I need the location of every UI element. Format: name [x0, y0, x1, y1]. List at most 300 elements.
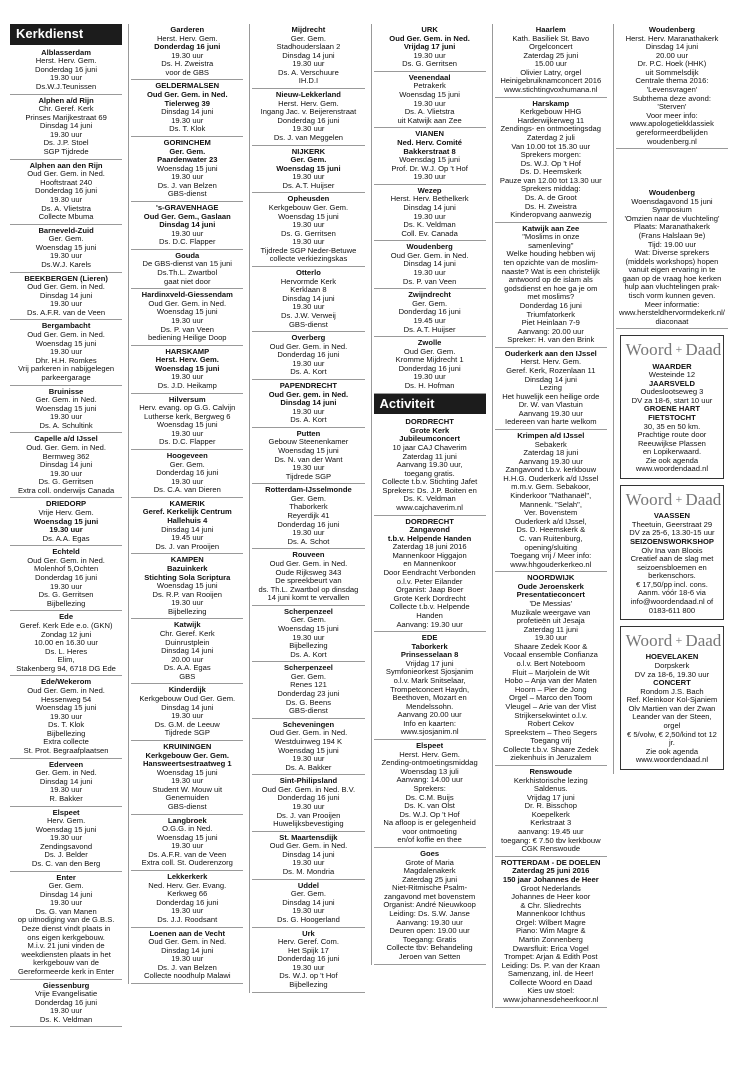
listing-line: Ds.Th.L. Zwartbol — [157, 268, 218, 278]
listing-title: Elspeet — [52, 807, 80, 817]
listing-line: bediening Heilige Doop — [147, 333, 227, 343]
listing-line: C. van Ruitenburg, — [519, 533, 583, 543]
listing-line: Grote Kerk — [409, 425, 450, 435]
listing-title: Katwijk aan Zee — [522, 223, 580, 233]
listing-line: 19.30 uur — [50, 1006, 83, 1016]
listing-line: Na afloop is er gelegenheid — [383, 818, 476, 828]
listing-line: 19.30 uur — [50, 299, 83, 309]
listing-line: samenleving" — [528, 240, 574, 250]
ad-line: GROENE HART FIETSTOCHT — [643, 404, 700, 423]
listing-title: Lekkerkerk — [167, 872, 208, 882]
listing-entry — [252, 928, 364, 993]
listing-line: Donderdag 16 juni — [35, 997, 98, 1007]
listing-line: Grote of Maria — [405, 857, 454, 867]
listing-line: Ger. Gem. — [290, 493, 326, 503]
listing-line: Geref. Kerk Ede e.o. (GKN) — [19, 620, 113, 630]
listing-line: gaan op de vraag hoe kerken — [622, 273, 722, 283]
listing-entry — [374, 289, 486, 337]
listing-line: 'Sterven' — [657, 102, 687, 112]
listing-line: Woensdag 15 juni — [33, 516, 99, 526]
listing-entry — [131, 741, 243, 815]
listing-line: Ds. C.M. Buijs — [405, 792, 454, 802]
listing-line: 19.30 uur — [50, 412, 83, 422]
woord-en-daad-logo — [624, 490, 720, 509]
listing-line: Dr. P.C. Hoek (HHK) — [637, 59, 707, 69]
listing-entry — [374, 632, 486, 740]
listing-entry — [131, 346, 243, 394]
logo-plus: + — [675, 491, 683, 506]
listing-line: Ds. J.P. Stoel — [43, 138, 89, 148]
listing-line: voor de GBS — [165, 67, 209, 77]
listing-line: Woensdag 15 juni — [155, 363, 220, 373]
listing-line: Herst. Herv. Gem. — [156, 33, 218, 43]
listing-line: Dinsdag 14 juni — [282, 293, 335, 303]
listing-line: Ds. D. Heemskerk & — [516, 525, 586, 535]
listing-line: Koepelkerk — [531, 809, 570, 819]
listing-line: 19.30 uur — [413, 268, 446, 278]
listing-line: Woensdagavond 15 juni — [631, 196, 713, 206]
listing-line: IH.D.I — [298, 76, 319, 86]
listing-line: Ds. W.J. Op 't Hof — [520, 158, 581, 168]
listing-title: NOORDWIJK — [527, 573, 575, 583]
listing-line: 19.30 uur — [171, 315, 204, 325]
listing-entry — [131, 250, 243, 289]
listing-entry — [252, 484, 364, 549]
listing-entry — [10, 433, 122, 498]
listing-line: Dinsdag 14 juni — [39, 889, 93, 899]
ad-line: Oudeslootseweg 3 — [640, 387, 704, 397]
ad-line: Rondom J.S. Bach — [640, 686, 704, 696]
listing-line: Kerkhistorische lezing — [513, 775, 588, 785]
listing-line: Magdalenakerk — [403, 866, 456, 876]
listing-line: De spreekbeurt van — [275, 576, 342, 586]
listing-line: Ds. P. van Veen — [402, 276, 457, 286]
listing-line: Robert Cekov — [527, 719, 574, 729]
listing-line: Trompetconcert Haydn, — [390, 684, 470, 694]
listing-line: Woensdag 13 juli — [400, 766, 459, 776]
listing-line: Grote Kerk Dordrecht — [393, 593, 466, 603]
listing-line: 19.45 uur — [413, 315, 446, 325]
listing-entry — [131, 24, 243, 80]
logo-daad: Daad — [685, 631, 722, 651]
listing-line: Oud Ger. Gem. in Ned. — [27, 686, 105, 695]
listing-line: www.hersteldhervormdekerk.nl/ — [618, 308, 725, 318]
listing-line: Het huwelijk een heilige orde — [502, 391, 600, 401]
listing-line: Meer informatie: — [644, 299, 700, 309]
listing-title: Ede/Wekerom — [41, 677, 92, 687]
listing-title: BEEKBERGEN (Lieren) — [24, 273, 108, 283]
listing-line: Strijkersekwintet o.l.v. — [514, 710, 588, 720]
listing-entry — [252, 880, 364, 928]
listing-line: Ds.W.J.Teunissen — [35, 82, 97, 91]
listing-line: Vrij parkeren in nabijgelegen — [18, 364, 115, 374]
listing-line: 'Levensvragen' — [646, 85, 698, 95]
listing-line: Deze dienst vindt plaats in — [21, 924, 111, 934]
listing-line: Ds. G. Gerritsen — [402, 59, 458, 69]
listing-line: Ds. W.J. op 't Hof — [279, 971, 338, 981]
listing-line: Woensdag 15 juni — [156, 307, 218, 317]
listing-line: 'De Messias' — [529, 599, 573, 608]
listing-line: Herst. Herv. Bethelkerk — [390, 194, 469, 204]
listing-line: Ds. C.A. van Dieren — [153, 485, 221, 495]
listing-title: Goes — [420, 848, 440, 858]
listing-line: 19.30 uur — [292, 754, 325, 764]
listing-line: Groot Nederlands — [520, 883, 581, 893]
listing-line: Vrijdag 17 juni — [403, 42, 456, 52]
listing-line: Oud Ger. Gem. in Ned. — [269, 558, 348, 568]
listing-line: Ger. Gem. — [48, 881, 84, 891]
listing-line: gaat niet door — [164, 276, 211, 286]
advertisement — [620, 626, 724, 770]
listing-line: Dinsdag 14 juni — [403, 259, 456, 269]
listing-entry — [374, 337, 486, 393]
section-header-activiteit: Activiteit — [374, 394, 486, 415]
listing-line: Ds. A.T. Huijser — [403, 324, 456, 334]
listing-line: www.stichtingvoxhumana.nl — [504, 85, 598, 95]
listing-line: Chr. Geref. Kerk — [38, 104, 94, 114]
listing-line: Ds. J. Belder — [44, 850, 88, 860]
ad-title: HOEVELAKEN — [645, 652, 699, 662]
listing-line: Prinsesselaan 8 — [400, 650, 459, 660]
listing-line: Hallehuis 4 — [167, 516, 208, 526]
listing-line: Subthema deze avond: — [632, 93, 711, 103]
listing-line: Heinigebruiknamconcert 2016 — [500, 76, 602, 86]
advertisement — [620, 485, 724, 620]
listing-line: Extra coll. onderwijs Canada — [17, 485, 115, 495]
listing-line: Oud Ger. Gem. in Ned. — [27, 555, 105, 565]
listing-line: Woensdag 15 juni — [278, 446, 339, 456]
listing-line: Ouderkerk a/d IJssel, — [514, 516, 587, 526]
ad-line: www.woordendaad.nl — [635, 464, 709, 474]
listing-line: Donderdag 16 juni — [277, 954, 340, 964]
listing-line: R. Bakker — [49, 793, 83, 803]
listing-line: Triumfatorkerk — [526, 309, 576, 319]
listing-entry — [495, 572, 607, 766]
listing-entry — [495, 857, 607, 1008]
listing-title: Rouveen — [292, 550, 325, 560]
listing-line: Herv. evang. op G.G. Calvijn — [139, 403, 236, 413]
listing-line: Dinsdag 14 juni — [39, 290, 93, 300]
listing-entry — [374, 516, 486, 633]
listing-title: Enter — [56, 872, 76, 882]
listing-line: Iedereen van harte welkom — [504, 417, 597, 427]
listing-line: Dinsdag 14 juni — [159, 220, 216, 230]
listing-line: Bijbellezing — [46, 598, 86, 608]
listing-line: 19.30 uur — [413, 50, 446, 60]
listing-entry — [616, 187, 728, 329]
listing-line: Bakkerstraat 8 — [403, 146, 456, 156]
listing-line: Zaterdag 11 juni — [523, 624, 578, 634]
listing-line: 19.30 uur — [171, 598, 204, 608]
ad-line: Ref. Kleinkoor Kol-Sjaniem — [626, 695, 718, 705]
listing-line: Woensdag 15 juni — [278, 624, 339, 633]
listing-title: Krimpen a/d IJssel — [517, 431, 585, 441]
listing-line: Kromme Mijdrecht 1 — [395, 355, 464, 365]
listing-line: Woensdag 15 juni — [35, 703, 97, 713]
listing-title: Elspeet — [416, 741, 444, 751]
ad-line: DV za 25-6, 13.30-15 uur — [629, 528, 715, 538]
listing-entry — [10, 546, 122, 611]
listing-line: Donderdag 16 juni — [156, 468, 219, 478]
ad-line: DV za 18-6, 19.30 uur — [634, 669, 710, 679]
listing-title: Capelle a/d IJssel — [34, 434, 98, 444]
listing-line: Oud Ger. Gem., Gaslaan — [143, 211, 231, 221]
listing-line: 19.30 uur — [292, 172, 325, 182]
listing-line: 19.30 uur — [534, 633, 567, 643]
listing-line: Orgel: Wilbert Magre — [515, 917, 586, 927]
listing-line: Vrijdag 17 juni — [526, 792, 575, 802]
listing-line: Sprekers: Ds. J.P. Boiten en — [382, 485, 477, 495]
listing-line: 10 jaar CAJ Chaverim — [392, 442, 467, 452]
listing-line: Niet-Ritmische Psalm- — [392, 883, 468, 893]
listing-line: GBS-dienst — [167, 801, 207, 811]
listing-line: 10.00 en 16.30 uur — [34, 638, 98, 648]
listing-line: Mendelssohn. — [405, 701, 454, 711]
listing-title: DORDRECHT — [405, 417, 454, 427]
column-6 — [613, 24, 730, 774]
listing-line: parkeergarage — [41, 372, 91, 382]
listing-entry — [252, 428, 364, 484]
listing-title: Katwijk — [173, 620, 201, 630]
listing-line: Ned. Herv. Ger. Evang. — [148, 880, 227, 890]
listing-line: Oud Ger. Gem. in Ned. — [27, 330, 105, 340]
listing-line: www.cajchaverim.nl — [396, 503, 463, 513]
listing-line: Ds. N. van der Want — [274, 454, 343, 464]
listing-line: 19.30 uur — [171, 841, 204, 851]
listing-title: Kinderdijk — [168, 685, 206, 695]
listing-title: St. Maartensdijk — [279, 832, 338, 842]
listing-line: voor ontmoeting — [402, 826, 457, 836]
listing-line: 14 juni komt te vervallen — [267, 593, 350, 603]
listing-line: Dinsdag 14 juni — [39, 776, 93, 786]
listing-title: Hoogeveen — [166, 451, 208, 461]
listing-title: KAMPEN — [170, 555, 204, 565]
listing-line: Donderdag 16 juni — [35, 64, 98, 74]
listing-line: kerkgebouw van de — [33, 958, 100, 968]
listing-line: SGP Tijdrede — [43, 147, 89, 157]
listing-line: Donderdag 16 juni — [277, 793, 340, 803]
listing-entry — [252, 775, 364, 831]
listing-line: Wat: Diverse sprekers — [634, 248, 710, 258]
listing-line: 19.30 uur — [292, 463, 325, 473]
listing-line: Saldenus. — [533, 784, 568, 794]
listing-line: Donderdag 16 juni — [277, 350, 340, 360]
woord-en-daad-logo — [624, 340, 720, 359]
listing-line: Woensdag 15 juni — [399, 155, 460, 165]
listing-line: Aanvang 19.30 uur, — [396, 460, 463, 470]
listing-title: Garderen — [170, 25, 205, 34]
listing-line: Kerkgebouw Oud Ger. Gem. — [139, 694, 236, 704]
listing-line: Leiding: Ds. S.W. Janse — [389, 909, 470, 919]
listing-line: Bijbellezing — [289, 979, 328, 989]
ad-line: CONCERT — [653, 678, 691, 688]
listing-line: Sebakerk — [534, 439, 567, 449]
listing-line: Ver. Bovenstem — [524, 508, 578, 518]
listing-line: Student W. Mouw uit — [152, 784, 223, 794]
listing-line: Extra coll. St. Ouderenzorg — [141, 858, 233, 868]
listing-line: 19.30 uur — [171, 954, 204, 964]
listing-line: 19.30 uur — [171, 428, 204, 438]
listing-line: Zaterdag 2 juli — [526, 132, 575, 142]
listing-line: Thaborkerk — [289, 502, 328, 512]
listing-line: Ds. J. van Belzen — [157, 180, 217, 190]
listing-line: ons eigen kerkgebouw. — [27, 932, 105, 942]
listing-line: Zendingsavond — [40, 841, 93, 851]
listing-line: Martin Zonnenberg — [518, 934, 583, 944]
listing-line: H.H.G. Ouderkerk a/d IJssel — [503, 473, 599, 483]
listing-line: m.m.v. Gem. Sebakoor, — [511, 482, 591, 492]
listing-line: Mannenk. "Selah", — [519, 499, 582, 509]
listing-line: 19.30 uur — [171, 372, 204, 382]
listing-line: 15.00 uur — [534, 59, 567, 69]
listing-title: Nieuw-Lekkerland — [275, 90, 341, 100]
listing-line: Ds. D.C. Flapper — [158, 237, 216, 247]
listing-entry — [495, 98, 607, 223]
listing-line: Dr. R. Bisschop — [524, 801, 577, 811]
listing-line: 19.30 uur — [292, 237, 325, 247]
listing-entry — [252, 719, 364, 775]
listing-line: Zending-ontmoetingsmiddag — [381, 758, 478, 768]
listing-line: Ger. Gem. — [290, 671, 326, 681]
listing-line: Ds. A. de Groot — [524, 192, 577, 202]
listing-entry — [10, 160, 122, 225]
listing-line: Woensdag 15 juni — [278, 211, 339, 221]
listing-title: Ouderkerk aan den IJssel — [504, 348, 597, 358]
listing-line: Beethoven, Mozart en — [392, 693, 467, 703]
ad-line: Aanm. vóór 18-6 via — [637, 588, 706, 598]
listing-entry — [10, 676, 122, 758]
listing-title: Scherpenzeel — [283, 606, 333, 616]
ad-line: Olv Martien van der Zwan — [628, 703, 716, 713]
listing-title: Ede — [59, 612, 74, 622]
column-2 — [128, 24, 245, 984]
listing-line: Ds. A. Bakker — [285, 762, 332, 772]
ad-line: Leander van der Steen, orgel — [632, 712, 712, 731]
listing-line: Ger. Gem. — [290, 33, 326, 43]
listing-line: Oude Rijksweg 343 — [275, 567, 342, 577]
listing-line: Toegang vrij / Meer info: — [510, 551, 592, 561]
logo-word: Woord — [625, 340, 673, 360]
listing-line: Ds. A. Vlietstra — [41, 203, 91, 213]
ad-line: en Lopikerwaard. — [642, 447, 702, 457]
listing-line: Woensdag 15 juni — [278, 745, 339, 755]
ad-line: seizoensbloemen en — [637, 562, 707, 572]
listing-line: Extra collecte — [43, 737, 89, 747]
listing-line: Oud Ger. Gem. in Ned. B.V. — [261, 784, 356, 794]
listing-title: Giessenburg — [42, 980, 90, 990]
listing-line: Sprekers middag: — [521, 184, 581, 194]
listing-entry — [252, 146, 364, 194]
listing-line: 19.30 uur — [292, 906, 325, 916]
listing-line: Mannenkoor Ichthus — [516, 909, 586, 919]
listing-line: 19.30 uur — [50, 898, 83, 908]
listing-line: hulp aan vluchtelingen prak- — [624, 282, 720, 292]
listing-line: (middels workshops) hopen — [625, 256, 719, 266]
listing-line: 19.30 uur — [50, 129, 83, 139]
listing-title: Urk — [302, 928, 315, 938]
listing-line: www.hhgouderkerkeo.nl — [510, 559, 592, 569]
listing-line: Kerkgebouw Ger. Gem. — [268, 202, 349, 212]
listing-line: Herv. Gem. — [46, 816, 86, 826]
listing-line: Ds. G.M. de Leeuw — [154, 719, 220, 729]
listing-line: 19.30 uur — [171, 906, 204, 916]
listing-line: GBS-dienst — [289, 319, 328, 329]
listing-line: 19.30 uur — [292, 801, 325, 811]
listing-line: Coll. Ev. Canada — [401, 228, 458, 238]
listing-line: weekdiensten plaats in het — [21, 949, 111, 959]
listing-line: Shaare Zedek Koor & — [514, 641, 588, 651]
ad-line: Olv Ina van Bloois — [641, 545, 703, 555]
listing-line: Kerkweg 66 — [167, 889, 208, 899]
listing-title: Harskamp — [532, 98, 570, 108]
listing-title: 's-GRAVENHAGE — [156, 202, 219, 212]
listing-line: Hessenweg 54 — [40, 694, 92, 704]
listing-line: Dhr. H.H. Romkes — [35, 355, 97, 365]
listing-line: Hobo – Anja van der Maten — [504, 676, 597, 686]
listing-line: GBS-dienst — [167, 189, 207, 199]
listing-line: Donderdag 16 juni — [398, 363, 461, 373]
listing-line: & Chr. Sliedrechts — [520, 900, 582, 910]
listing-line: Organist: André Nieuwkoop — [383, 900, 476, 910]
listing-line: Ger. Gem. — [412, 298, 448, 308]
listing-line: Oud Ger. Gem. — [403, 346, 456, 356]
listing-line: Ger. Gem. — [48, 234, 84, 244]
listing-line: naaste? Wat is een christelijk — [501, 266, 600, 276]
listing-title: Uddel — [297, 880, 319, 890]
listing-title: Echteld — [52, 547, 80, 557]
listing-line: toegang: € 7.50 tbv kerkbouw — [500, 835, 601, 845]
listing-line: Donderdag 16 juni — [277, 115, 340, 125]
listing-entry — [10, 273, 122, 321]
listing-line: Donderdag 16 juni — [35, 186, 98, 196]
listing-line: 19.30 uur — [50, 468, 83, 478]
listing-entry — [131, 815, 243, 871]
listing-line: Donderdag 16 juni — [519, 300, 582, 310]
ad-line: Creatief aan de slag met — [630, 554, 714, 564]
listing-line: 19.30 uur — [292, 858, 325, 868]
listing-title: Woudenberg — [648, 25, 696, 34]
listing-title: Langbroek — [167, 815, 207, 825]
ad-line: Reeuwijkse Plassen — [637, 438, 706, 448]
listing-line: 20.00 uur — [171, 654, 204, 664]
column-5 — [492, 24, 609, 1008]
listing-line: 19.30 uur — [171, 476, 204, 486]
listing-entry — [374, 241, 486, 289]
listing-line: Spreekstem – Theo Segers — [504, 727, 597, 737]
listing-entry — [252, 832, 364, 880]
listing-title: Bergambacht — [41, 321, 91, 331]
listing-line: o.l.v. Bert Noteboom — [516, 659, 586, 669]
listing-line: Oud Ger. Gem. in Ned. — [269, 341, 348, 351]
listing-line: Ds. W.J. Op 't Hof — [399, 809, 460, 819]
listing-title: Overberg — [291, 333, 326, 343]
listing-line: Vrijdag 17 juni — [405, 658, 454, 668]
listing-line: 19.30 uur — [413, 372, 446, 382]
listing-line: Zangavond t.b.v. kerkbouw — [505, 465, 597, 475]
listing-line: Het Spijk 17 — [287, 945, 329, 955]
listing-title: Scheveningen — [282, 719, 335, 729]
listing-line: Kerkgebouw HHG — [520, 107, 582, 117]
listing-entry — [131, 289, 243, 345]
listing-line: Ds. A. Kort — [290, 367, 327, 377]
listing-line: Ds. R.P. van Rooijen — [152, 589, 223, 599]
listing-line: Zaterdag 25 juni — [402, 874, 458, 884]
listing-title: VIANEN — [415, 129, 444, 139]
listing-line: Ds. A. Kort — [290, 649, 327, 659]
ad-line: JAARSVELD — [648, 378, 695, 388]
listing-title: Loenen aan de Vecht — [149, 928, 226, 938]
listing-line: Ds. A.F.R. van de Veen — [27, 307, 106, 317]
